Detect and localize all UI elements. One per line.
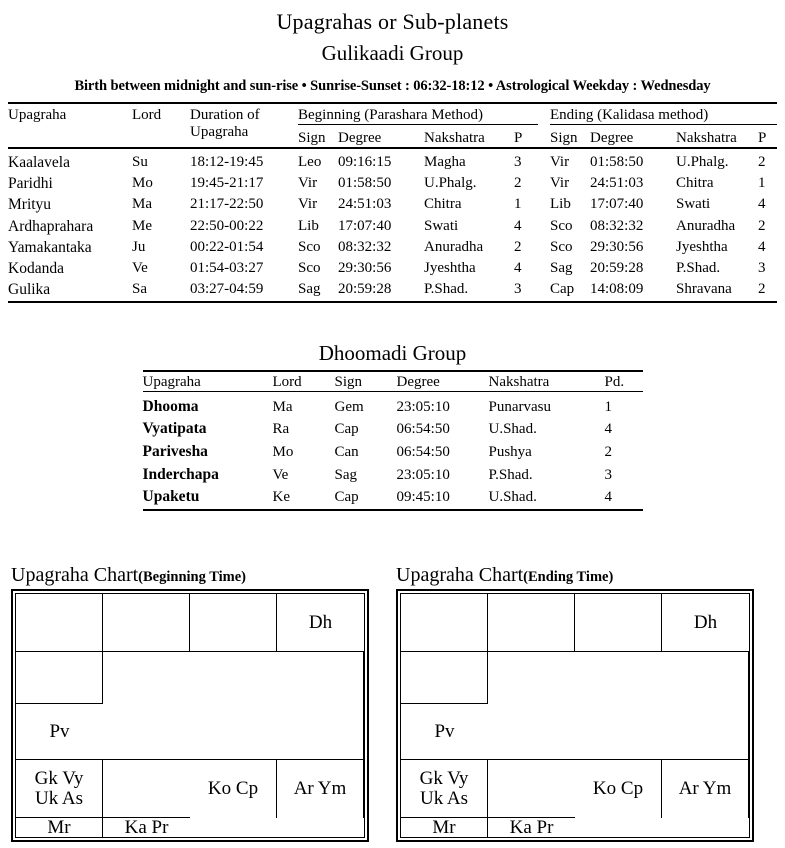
upagraha-chart-beginning	[11, 564, 369, 842]
charts-row	[0, 564, 785, 842]
page-title: Upagrahas or Sub-planets	[276, 9, 509, 34]
cell-begin-pada: 2	[514, 238, 522, 255]
cell-lord: Sa	[132, 281, 147, 298]
cell-duration: 19:45-21:17	[190, 175, 264, 192]
cell-begin-nakshatra: P.Shad.	[424, 281, 469, 298]
cell-sign: Sag	[334, 466, 357, 483]
chart-cell-ascendant-group	[16, 760, 103, 818]
header-group-gap	[538, 107, 550, 125]
chart-cell-kodanda-group: Ko Cp	[575, 760, 662, 818]
gulikaadi-header-main	[8, 107, 777, 125]
table-bottom-rule	[8, 302, 777, 305]
cell-end-sign: Lib	[550, 196, 571, 213]
chart-cell-mrityu: Mr	[16, 818, 103, 837]
chart-caption-beginning	[11, 564, 369, 586]
cell-sign: Cap	[334, 421, 359, 438]
chart-cell-line2: Uk As	[34, 787, 84, 809]
chart-outer-border-beginning	[11, 589, 369, 842]
chart-caption-main: Upagraha Chart	[396, 564, 524, 586]
header-upagraha: Upagraha	[142, 374, 201, 391]
header-end-sign: Sign	[550, 130, 578, 147]
chart-cell	[103, 760, 190, 818]
cell-gap	[538, 280, 550, 302]
chart-cell-parivesha: Pv	[16, 704, 103, 760]
dhoomadi-bottom-rule	[143, 510, 643, 513]
chart-grid-beginning	[15, 593, 365, 838]
cell-degree: 06:54:50	[396, 443, 450, 460]
chart-cell	[190, 594, 277, 652]
header-degree: Degree	[396, 374, 440, 391]
cell-pada: 3	[604, 466, 612, 483]
cell-nakshatra: Punarvasu	[488, 398, 551, 415]
cell-duration: 03:27-04:59	[190, 281, 264, 298]
chart-cell	[103, 594, 190, 652]
cell-sign: Can	[334, 443, 359, 460]
chart-cell-kaalavela-group: Ka Pr	[124, 818, 169, 838]
cell-begin-degree: 01:58:50	[338, 175, 392, 192]
birth-info-line: Birth between midnight and sun-rise • Sunrise-Sunset : 06:32-18:12 • Astrological Weekday : Wednesday	[74, 77, 711, 94]
cell-gap	[538, 174, 550, 195]
chart-cell-dhooma: Dh	[662, 594, 749, 652]
dhoomadi-header-row	[143, 374, 643, 392]
page-subtitle: Gulikaadi Group	[321, 40, 464, 65]
header-duration	[190, 107, 298, 149]
cell-pada: 4	[604, 489, 612, 506]
cell-begin-sign: Sco	[298, 260, 321, 277]
cell-gap	[538, 216, 550, 237]
header-begin-sign: Sign	[298, 130, 326, 147]
chart-cell-line1: Gk Vy	[419, 768, 469, 790]
cell-end-sign: Vir	[550, 175, 570, 192]
cell-end-sign: Cap	[550, 281, 575, 298]
chart-cell	[401, 594, 488, 652]
table-row	[143, 486, 643, 510]
chart-cell	[16, 594, 103, 652]
cell-upagraha: Parivesha	[142, 442, 208, 460]
cell-duration: 00:22-01:54	[190, 238, 264, 255]
chart-center-area	[103, 652, 364, 760]
cell-end-degree: 14:08:09	[590, 281, 644, 298]
cell-end-pada: 2	[758, 153, 766, 170]
cell-upagraha: Kaalavela	[8, 153, 70, 171]
table-row	[8, 259, 777, 280]
cell-end-sign: Vir	[550, 153, 570, 170]
cell-begin-nakshatra: U.Phalg.	[424, 175, 477, 192]
chart-cell-kodanda-group: Ko Cp	[190, 760, 277, 818]
cell-gap	[538, 195, 550, 216]
chart-cell-ardhaprahara-group: Ar Ym	[277, 760, 364, 818]
chart-cell-mrityu: Mr	[401, 818, 488, 837]
header-end-nakshatra: Nakshatra	[676, 130, 737, 147]
table-row	[8, 195, 777, 216]
chart-outer-border-ending	[396, 589, 754, 842]
header-pada: Pd.	[604, 374, 625, 391]
chart-grid-ending	[400, 593, 750, 838]
chart-cell-ascendant-group	[401, 760, 488, 818]
cell-end-sign: Sag	[550, 260, 573, 277]
cell-end-degree: 29:30:56	[590, 238, 644, 255]
dhoomadi-table-wrapper	[143, 370, 643, 512]
cell-degree: 23:05:10	[396, 398, 450, 415]
table-row	[8, 174, 777, 195]
cell-duration: 22:50-00:22	[190, 217, 264, 234]
cell-lord: Ju	[132, 238, 146, 255]
cell-nakshatra: U.Shad.	[488, 421, 537, 438]
cell-nakshatra: P.Shad.	[488, 466, 533, 483]
cell-sign: Cap	[334, 489, 359, 506]
cell-begin-pada: 2	[514, 175, 522, 192]
cell-begin-sign: Sco	[298, 238, 321, 255]
cell-nakshatra: Pushya	[488, 443, 532, 460]
cell-upagraha: Ardhaprahara	[8, 217, 94, 235]
header-begin-pada: P	[514, 130, 523, 147]
cell-upagraha: Yamakantaka	[8, 238, 92, 256]
cell-lord: Mo	[272, 443, 294, 460]
header-sign: Sign	[334, 374, 363, 391]
header-duration-line1: Duration of	[190, 106, 260, 123]
chart-cell	[401, 652, 488, 704]
cell-lord: Ve	[272, 466, 289, 483]
cell-begin-pada: 3	[514, 281, 522, 298]
cell-end-pada: 2	[758, 217, 766, 234]
cell-end-degree: 24:51:03	[590, 175, 644, 192]
chart-cell	[16, 652, 103, 704]
cell-lord: Ra	[272, 421, 290, 438]
dhoomadi-title: Dhoomadi Group	[318, 341, 467, 366]
header-end-degree: Degree	[590, 130, 634, 147]
cell-end-pada: 4	[758, 196, 766, 213]
table-row	[143, 396, 643, 419]
cell-end-nakshatra: Shravana	[676, 281, 732, 298]
cell-begin-nakshatra: Jyeshtha	[424, 260, 476, 277]
cell-end-sign: Sco	[550, 238, 573, 255]
cell-upagraha: Gulika	[8, 281, 51, 299]
cell-upagraha: Vyatipata	[142, 420, 207, 438]
chart-cell-dhooma: Dh	[277, 594, 364, 652]
cell-begin-nakshatra: Swati	[424, 217, 459, 234]
cell-end-nakshatra: Anuradha	[676, 217, 736, 234]
cell-end-degree: 17:07:40	[590, 196, 644, 213]
table-row	[8, 280, 777, 302]
dhoomadi-table	[143, 370, 643, 512]
cell-pada: 2	[604, 443, 612, 460]
cell-end-nakshatra: Chitra	[676, 175, 714, 192]
cell-begin-degree: 09:16:15	[338, 153, 392, 170]
header-lord: Lord	[272, 374, 302, 391]
header-sub-gap	[538, 130, 550, 148]
chart-cell	[575, 594, 662, 652]
header-lord: Lord	[132, 106, 162, 123]
cell-degree: 09:45:10	[396, 489, 450, 506]
cell-gap	[538, 259, 550, 280]
header-begin-nakshatra: Nakshatra	[424, 130, 485, 147]
chart-cell-ardhaprahara-group: Ar Ym	[662, 760, 749, 818]
cell-end-pada: 2	[758, 281, 766, 298]
cell-lord: Me	[132, 217, 152, 234]
cell-end-nakshatra: U.Phalg.	[676, 153, 729, 170]
cell-upagraha: Dhooma	[142, 397, 199, 415]
cell-lord: Su	[132, 153, 148, 170]
cell-end-degree: 20:59:28	[590, 260, 644, 277]
chart-caption-sub: (Beginning Time)	[138, 569, 247, 585]
cell-begin-sign: Lib	[298, 217, 319, 234]
cell-upagraha: Paridhi	[8, 175, 53, 193]
cell-sign: Gem	[334, 398, 364, 415]
cell-duration: 01:54-03:27	[190, 260, 264, 277]
upagraha-chart-ending	[396, 564, 754, 842]
gulikaadi-table	[8, 102, 777, 305]
cell-begin-sign: Vir	[298, 196, 318, 213]
cell-begin-sign: Sag	[298, 281, 321, 298]
cell-nakshatra: U.Shad.	[488, 489, 537, 506]
cell-begin-degree: 24:51:03	[338, 196, 392, 213]
chart-cell	[488, 760, 575, 818]
cell-lord: Mo	[132, 175, 153, 192]
header-ending-group: Ending (Kalidasa method)	[550, 107, 777, 125]
cell-begin-degree: 29:30:56	[338, 260, 392, 277]
cell-end-nakshatra: Swati	[676, 196, 711, 213]
cell-end-nakshatra: Jyeshtha	[676, 238, 728, 255]
cell-begin-nakshatra: Anuradha	[424, 238, 484, 255]
cell-lord: Ma	[272, 398, 293, 415]
table-row	[8, 237, 777, 258]
cell-pada: 1	[604, 398, 612, 415]
cell-lord: Ma	[132, 196, 152, 213]
table-row	[8, 152, 777, 173]
cell-gap	[538, 237, 550, 258]
chart-caption-main: Upagraha Chart	[11, 564, 139, 586]
cell-begin-sign: Leo	[298, 153, 322, 170]
cell-begin-pada: 3	[514, 153, 522, 170]
cell-duration: 21:17-22:50	[190, 196, 264, 213]
cell-end-pada: 1	[758, 175, 766, 192]
cell-begin-degree: 08:32:32	[338, 238, 392, 255]
cell-end-degree: 01:58:50	[590, 153, 644, 170]
chart-caption-ending	[396, 564, 754, 586]
cell-lord: Ke	[272, 489, 290, 506]
cell-begin-degree: 20:59:28	[338, 281, 392, 298]
cell-begin-pada: 4	[514, 260, 522, 277]
cell-upagraha: Upaketu	[142, 488, 200, 506]
cell-end-sign: Sco	[550, 217, 573, 234]
cell-degree: 23:05:10	[396, 466, 450, 483]
cell-degree: 06:54:50	[396, 421, 450, 438]
cell-begin-nakshatra: Magha	[424, 153, 466, 170]
cell-begin-degree: 17:07:40	[338, 217, 392, 234]
cell-upagraha: Mrityu	[8, 196, 52, 214]
table-row	[143, 464, 643, 487]
chart-cell	[488, 594, 575, 652]
cell-end-nakshatra: P.Shad.	[676, 260, 721, 277]
cell-duration: 18:12-19:45	[190, 153, 264, 170]
chart-center-area	[488, 652, 749, 760]
chart-cell-kaalavela-group: Ka Pr	[509, 818, 554, 838]
cell-begin-pada: 1	[514, 196, 522, 213]
header-upagraha: Upagraha	[8, 106, 67, 123]
table-row	[8, 216, 777, 237]
cell-end-pada: 4	[758, 238, 766, 255]
cell-lord: Ve	[132, 260, 148, 277]
cell-end-degree: 08:32:32	[590, 217, 644, 234]
table-row	[143, 418, 643, 441]
table-row	[143, 441, 643, 464]
header-begin-degree: Degree	[338, 130, 382, 147]
gulikaadi-table-wrapper	[8, 102, 777, 305]
chart-cell-parivesha: Pv	[401, 704, 488, 760]
cell-begin-nakshatra: Chitra	[424, 196, 462, 213]
chart-caption-sub: (Ending Time)	[523, 569, 614, 585]
cell-begin-pada: 4	[514, 217, 522, 234]
cell-pada: 4	[604, 421, 612, 438]
cell-upagraha: Kodanda	[8, 260, 64, 278]
cell-gap	[538, 152, 550, 173]
cell-upagraha: Inderchapa	[142, 465, 219, 483]
header-nakshatra: Nakshatra	[488, 374, 550, 391]
header-end-pada: P	[758, 130, 767, 147]
header-duration-line2: Upagraha	[190, 123, 249, 140]
chart-cell-line1: Gk Vy	[34, 768, 84, 790]
cell-begin-sign: Vir	[298, 175, 318, 192]
header-beginning-group: Beginning (Parashara Method)	[298, 107, 538, 125]
chart-cell-line2: Uk As	[419, 787, 469, 809]
cell-end-pada: 3	[758, 260, 766, 277]
